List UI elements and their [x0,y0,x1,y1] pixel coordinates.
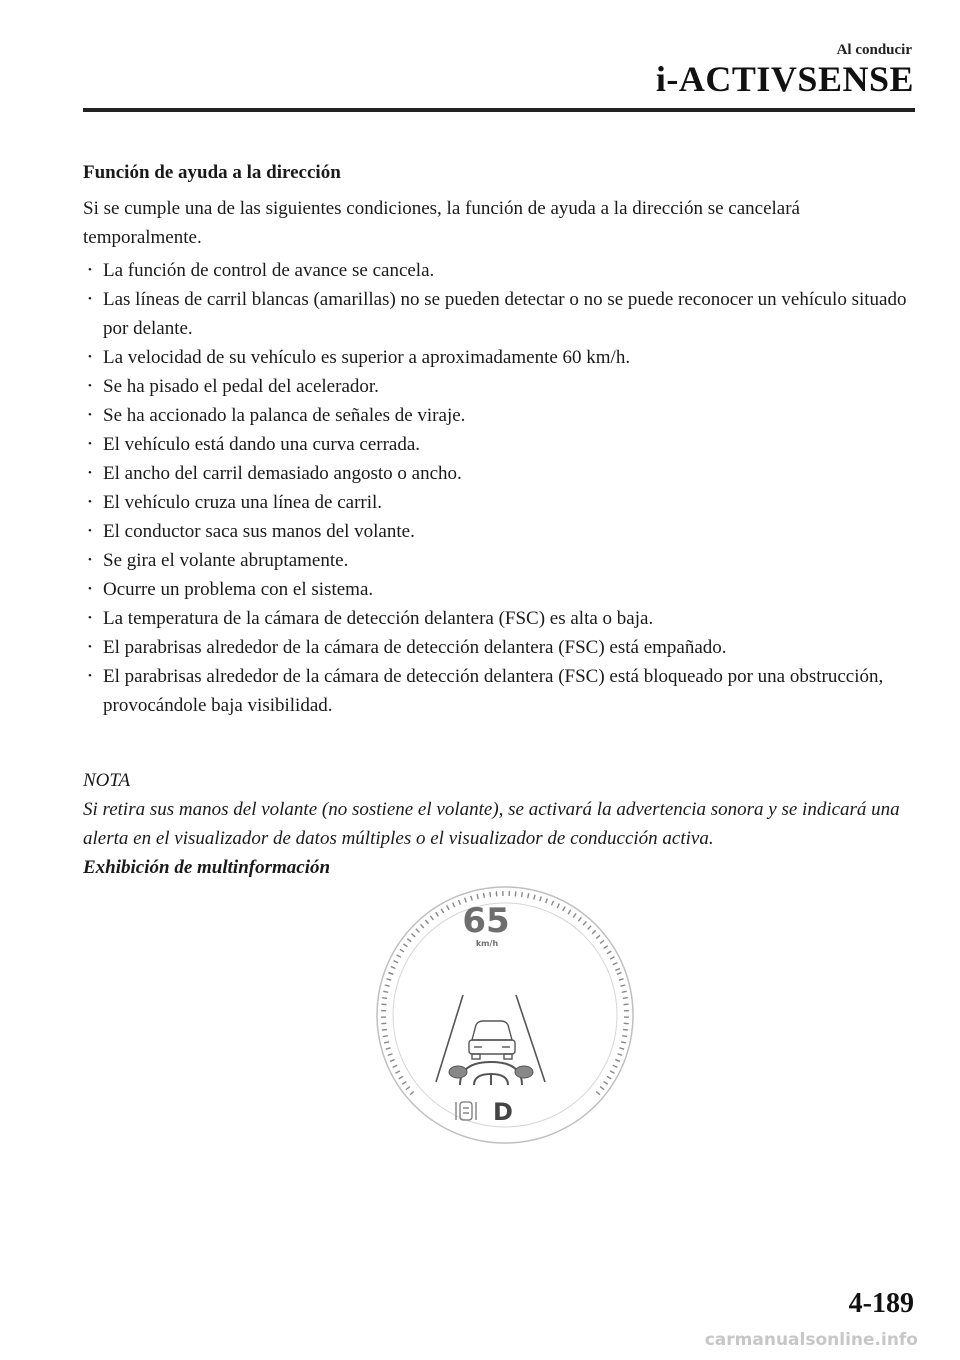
gauge-tick [453,903,455,908]
gauge-tick [613,1065,618,1067]
main-content [83,158,918,882]
gauge-tick [394,961,398,963]
gauge-tick [402,1082,406,1085]
gauge-tick [483,893,484,898]
gauge-tick [382,998,387,999]
gauge-tick [607,951,611,954]
gauge-tick [411,934,415,937]
condition-item: • El vehículo está dando una curva cerrada. [83,430,918,459]
note-label: NOTA [83,770,131,791]
gauge-tick [477,894,478,899]
gauge-tick [534,895,535,900]
display-caption: Exhibición de multinformación [83,857,331,878]
gauge-tick [490,892,491,897]
gauge-tick [573,913,576,917]
gauge-tick [546,898,548,903]
gauge-tick [403,944,407,947]
condition-item: • El parabrisas alrededor de la cámara de detección delantera (FSC) está bloqueado por una obstrucción, provocándole baja visibilidad. [83,662,918,720]
gauge-tick [407,939,411,942]
gauge-tick [430,916,433,920]
gauge-tick [436,912,439,916]
gauge-tick [596,935,600,938]
condition-item: • La velocidad de su vehículo es superior a aproximadamente 60 km/h. [83,343,918,372]
gauge-tick [620,985,625,986]
gauge-tick [623,1030,628,1031]
gauge-tick [592,930,596,933]
gauge-tick [618,1054,623,1056]
gauge-tick [391,967,396,969]
gauge-tick [383,991,388,992]
gauge-tick [384,1042,389,1043]
gauge-tick [622,991,627,992]
page-number: 4-189 [848,1288,914,1319]
conditions-list [83,256,918,720]
condition-item: • El parabrisas alrededor de la cámara de detección delantera (FSC) está empañado. [83,633,918,662]
condition-item: • Se ha pisado el pedal del acelerador. [83,372,918,401]
gauge-tick [600,940,604,943]
gauge-tick [596,1091,600,1094]
gauge-tick [386,1048,391,1049]
gauge-tick [447,906,449,910]
gauge-tick [400,949,404,952]
gauge-tick [622,1036,627,1037]
gauge-tick [471,896,472,901]
condition-item: • La función de control de avance se cancela. [83,256,918,285]
gauge-tick [610,1071,614,1073]
gauge-tick [619,979,624,980]
gauge-tick [588,926,591,930]
note-text: Si retira sus manos del volante (no sostiene el volante), se activará la advertencia sonora y se indicará una alerta en el visualizador de datos múltiples o el visualizador de conducción activa. [83,799,900,849]
gauge-illustration [370,880,640,1160]
condition-item: • Las líneas de carril blancas (amarillas) no se pueden detectar o no se puede reconocer un vehículo situado por delante. [83,285,918,343]
gauge-tick [528,893,529,898]
steering-wheel-icon [460,1062,522,1085]
gauge-tick [623,998,628,999]
gauge-tick [583,921,586,925]
gauge-tick [619,1048,624,1049]
gauge-tick [420,924,423,928]
gauge-tick [522,892,523,897]
gauge-tick [563,907,565,911]
gauge-tick [386,979,391,980]
gauge-tick [410,1091,414,1094]
watermark-text: carmanualsonline.info [704,1330,918,1350]
gauge-tick [459,900,461,905]
multi-information-display-figure [370,880,640,1160]
gauge-tick [600,1087,604,1090]
chapter-label: Al conducir [836,42,912,58]
section-title: i-ACTIVSENSE [655,59,914,99]
gauge-tick [551,901,553,906]
gauge-tick [441,909,444,913]
gauge-tick [621,1042,626,1043]
condition-item: • Ocurre un problema con el sistema. [83,575,918,604]
gauge-tick [615,969,620,971]
gauge-tick [390,1060,395,1062]
header-rule [83,108,915,112]
condition-item: • Se ha accionado la palanca de señales de viraje. [83,401,918,430]
gauge-tick [385,985,390,986]
speed-value: 65 [462,901,510,941]
gauge-tick [615,1060,620,1062]
gauge-tick [613,963,618,965]
gauge-tick [382,1030,387,1031]
gauge-tick [604,946,608,949]
gauge-tick [416,929,420,932]
gauge-tick [604,1082,608,1085]
condition-item: • El vehículo cruza una línea de carril. [83,488,918,517]
condition-item: • La temperatura de la cámara de detección delantera (FSC) es alta o baja. [83,604,918,633]
gauge-tick [557,904,559,908]
gauge-tick [568,910,571,914]
gauge-tick [540,896,541,901]
condition-item: • El conductor saca sus manos del volante. [83,517,918,546]
gauge-tick [388,1054,393,1056]
gauge-tick [393,1065,398,1067]
gauge-tick [383,1036,388,1037]
gear-indicator: D [493,1098,513,1126]
gauge-tick [396,1071,400,1073]
intro-paragraph: Si se cumple una de las siguientes condiciones, la función de ayuda a la dirección se cancelará temporalmente. [83,198,800,248]
gauge-tick [388,973,393,975]
gauge-tick [607,1076,611,1079]
gauge-tick [578,917,581,921]
condition-item: • Se gira el volante abruptamente. [83,546,918,575]
condition-item: • El ancho del carril demasiado angosto o ancho. [83,459,918,488]
gauge-tick [617,973,622,975]
subheading: Función de ayuda a la dirección [83,162,341,183]
vehicle-ahead-icon [469,1021,515,1059]
gauge-tick [406,1087,410,1090]
gauge-tick [399,1076,403,1079]
gauge-tick [610,957,614,959]
gauge-tick [425,920,428,924]
gauge-tick [397,955,401,957]
speed-unit: km/h [475,939,499,948]
